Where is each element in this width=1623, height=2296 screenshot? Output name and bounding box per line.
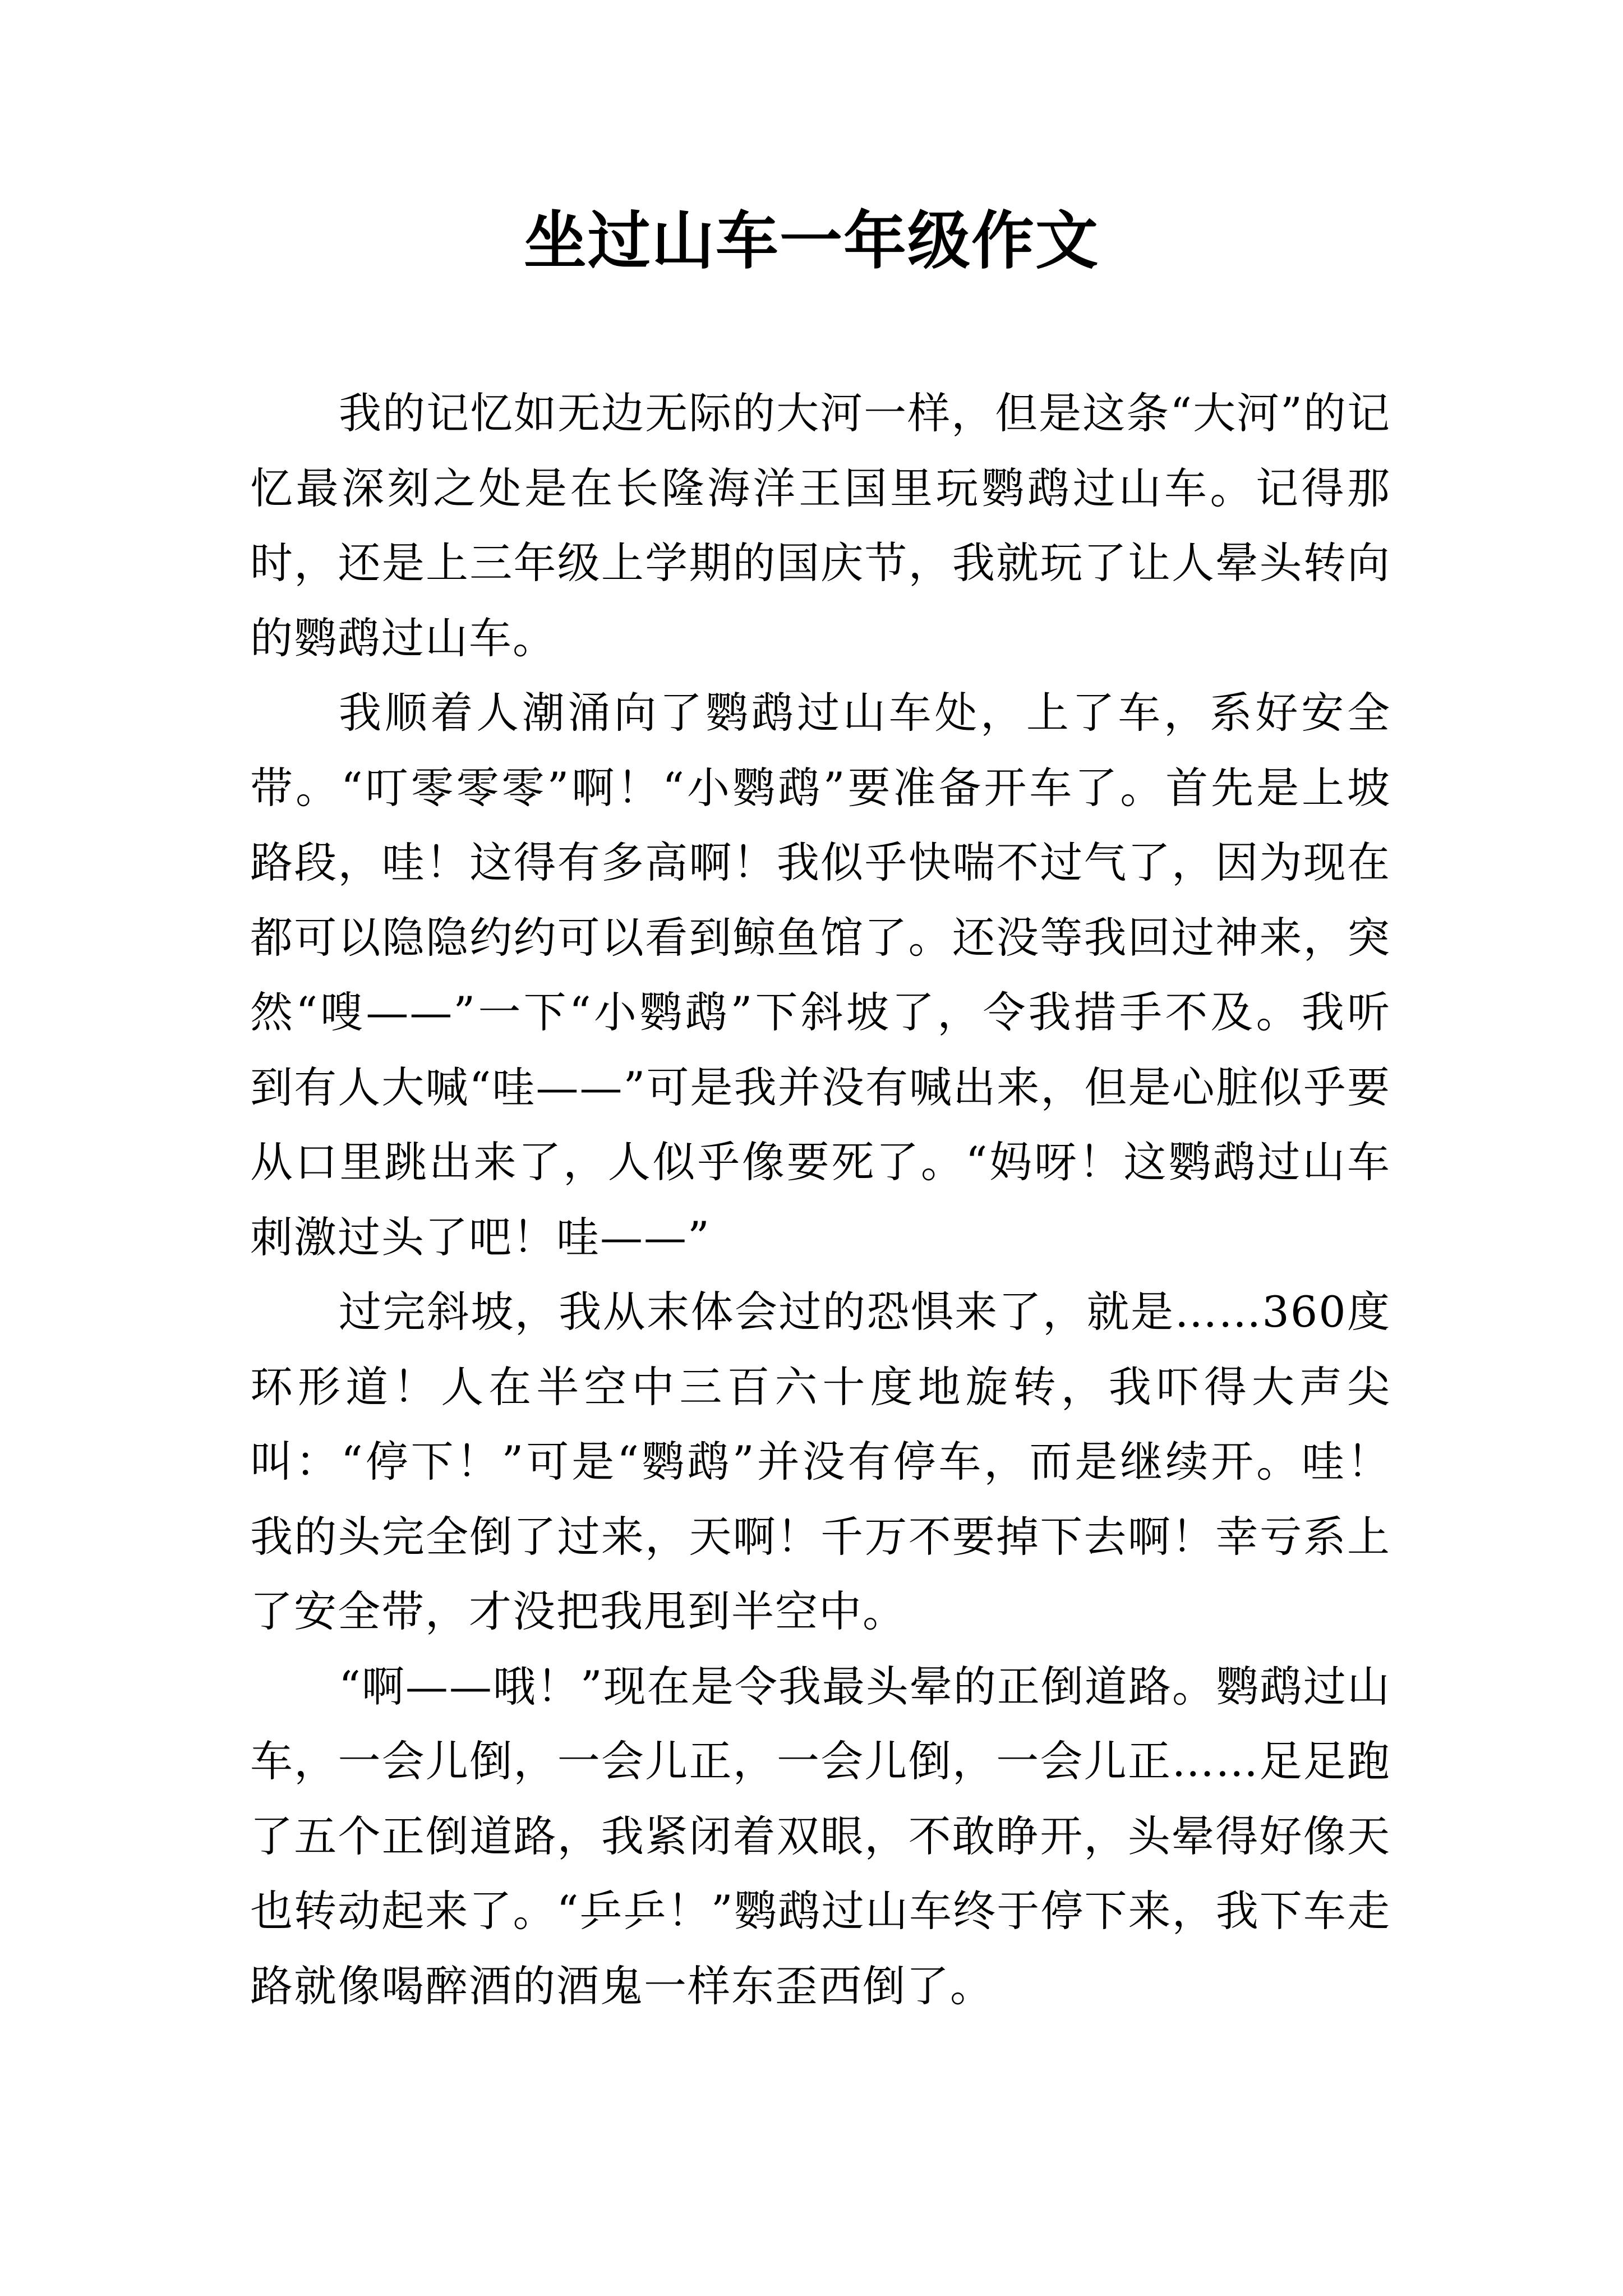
- paragraph: 过完斜坡，我从末体会过的恐惧来了，就是……360度环形道！人在半空中三百六十度地旋转，我吓得大声尖叫：“停下！”可是“鹦鹉”并没有停车，而是继续开。哇！我的头完全倒了过来，天啊！千万不要掉下去啊！幸亏系上了安全带，才没把我甩到半空中。: [250, 1287, 1391, 1636]
- paragraph: 我的记忆如无边无际的大河一样，但是这条“大河”的记忆最深刻之处是在长隆海洋王国里玩鹦鹉过山车。记得那时，还是上三年级上学期的国庆节，我就玩了让人晕头转向的鹦鹉过山车。: [250, 388, 1391, 663]
- document-body: [250, 376, 1391, 2023]
- paragraph: “啊——哦！”现在是令我最头晕的正倒道路。鹦鹉过山车，一会儿倒，一会儿正，一会儿倒，一会儿正……足足跑了五个正倒道路，我紧闭着双眼，不敢睁开，头晕得好像天也转动起来了。“乒乒！”鹦鹉过山车终于停下来，我下车走路就像喝醉酒的酒鬼一样东歪西倒了。: [250, 1661, 1391, 2011]
- paragraph: 我顺着人潮涌向了鹦鹉过山车处，上了车，系好安全带。“叮零零零”啊！“小鹦鹉”要准备开车了。首先是上坡路段，哇！这得有多高啊！我似乎快喘不过气了，因为现在都可以隐隐约约可以看到鲸鱼馆了。还没等我回过神来，突然“嗖——”一下“小鹦鹉”下斜坡了，令我措手不及。我听到有人大喊“哇——”可是我并没有喊出来，但是心脏似乎要从口里跳出来了，人似乎像要死了。“妈呀！这鹦鹉过山车刺激过头了吧！哇——”: [250, 688, 1391, 1262]
- document-title: 坐过山车一年级作文: [524, 204, 1099, 278]
